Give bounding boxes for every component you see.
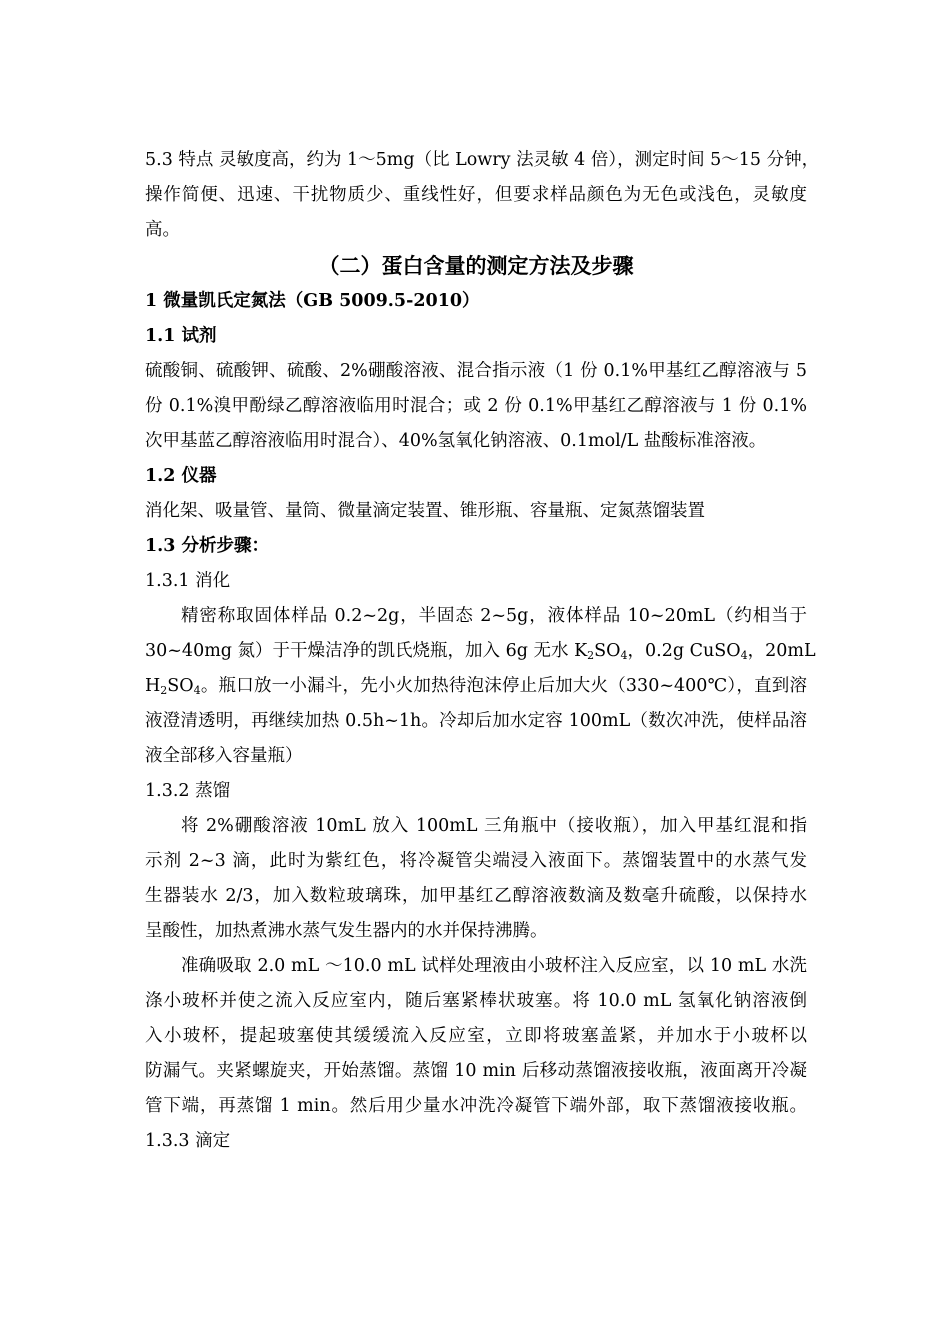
document-page — [145, 143, 820, 1159]
distillation-line: 准确吸取 2.0 mL ～10.0 mL 试样处理液由小玻杯注入反应室，以 10 mL 水洗 — [181, 956, 807, 976]
titration-heading: 1.3.3 滴定 — [145, 1131, 231, 1151]
digestion-line: 液全部移入容量瓶） — [145, 746, 303, 766]
intro-line: 操作简便、迅速、干扰物质少、重线性好，但要求样品颜色为无色或浅色，灵敏度 — [145, 185, 807, 205]
reagents-heading: 1.1 试剂 — [145, 326, 217, 346]
reagents-line: 份 0.1%溴甲酚绿乙醇溶液临用时混合；或 2 份 0.1%甲基红乙醇溶液与 1 份 0.1% — [145, 396, 807, 416]
distillation-heading: 1.3.2 蒸馏 — [145, 781, 231, 801]
steps-heading: 1.3 分析步骤： — [145, 536, 270, 556]
distillation-line: 呈酸性，加热煮沸水蒸气发生器内的水并保持沸腾。 — [145, 921, 548, 941]
distillation-line: 管下端，再蒸馏 1 min。然后用少量水冲洗冷凝管下端外部，取下蒸馏液接收瓶。 — [145, 1096, 807, 1116]
digestion-heading: 1.3.1 消化 — [145, 571, 231, 591]
distillation-line: 示剂 2~3 滴，此时为紫红色，将冷凝管尖端浸入液面下。蒸馏装置中的水蒸气发 — [145, 851, 807, 871]
section-title: （二）蛋白含量的测定方法及步骤 — [318, 253, 634, 278]
intro-line: 5.3 特点 灵敏度高，约为 1～5mg（比 Lowry 法灵敏 4 倍），测定时间 5～15 分钟， — [145, 150, 820, 170]
digestion-line-formula: $H_2SO_4$。瓶口放一小漏斗，先小火加热待泡沫停止后加大火（330~400℃），直到溶 — [145, 676, 807, 697]
distillation-line: 将 2%硼酸溶液 10mL 放入 100mL 三角瓶中（接收瓶），加入甲基红混和指 — [181, 816, 807, 836]
reagents-paragraph — [145, 354, 807, 459]
method-heading: 1 微量凯氏定氮法（GB 5009.5-2010） — [145, 291, 480, 311]
distillation-line: 生器装水 2/3，加入数粒玻璃珠，加甲基红乙醇溶液数滴及数毫升硫酸，以保持水 — [145, 886, 807, 906]
instruments-heading: 1.2 仪器 — [145, 466, 217, 486]
digestion-line: 精密称取固体样品 0.2~2g，半固态 2~5g，液体样品 10~20mL（约相当于 — [181, 606, 807, 626]
distillation-line: 防漏气。夹紧螺旋夹，开始蒸馏。蒸馏 10 min 后移动蒸馏液接收瓶，液面离开冷凝 — [145, 1061, 807, 1081]
digestion-paragraph — [145, 599, 816, 774]
distillation-paragraph-1 — [145, 809, 807, 949]
distillation-line: 涤小玻杯并使之流入反应室内，随后塞紧棒状玻塞。将 10.0 mL 氢氧化钠溶液倒 — [145, 991, 807, 1011]
reagents-line: 次甲基蓝乙醇溶液临用时混合）、40%氢氧化钠溶液、0.1mol/L 盐酸标准溶液。 — [145, 431, 767, 451]
intro-paragraph — [145, 143, 820, 248]
digestion-line: 液澄清透明，再继续加热 0.5h~1h。冷却后加水定容 100mL（数次冲洗，使样品溶 — [145, 711, 807, 731]
reagents-line: 硫酸铜、硫酸钾、硫酸、2%硼酸溶液、混合指示液（1 份 0.1%甲基红乙醇溶液与 5 — [145, 361, 807, 381]
distillation-paragraph-2 — [145, 949, 807, 1124]
instruments-text: 消化架、吸量管、量筒、微量滴定装置、锥形瓶、容量瓶、定氮蒸馏装置 — [145, 501, 705, 521]
digestion-line-formula: 30~40mg 氮）于干燥洁净的凯氏烧瓶，加入 6g 无水 $K_2SO_4$，0.2g CuSO$_4$，20mL — [145, 641, 816, 662]
distillation-line: 入小玻杯，提起玻塞使其缓缓流入反应室，立即将玻塞盖紧，并加水于小玻杯以 — [145, 1026, 807, 1046]
intro-line: 高。 — [145, 220, 180, 240]
